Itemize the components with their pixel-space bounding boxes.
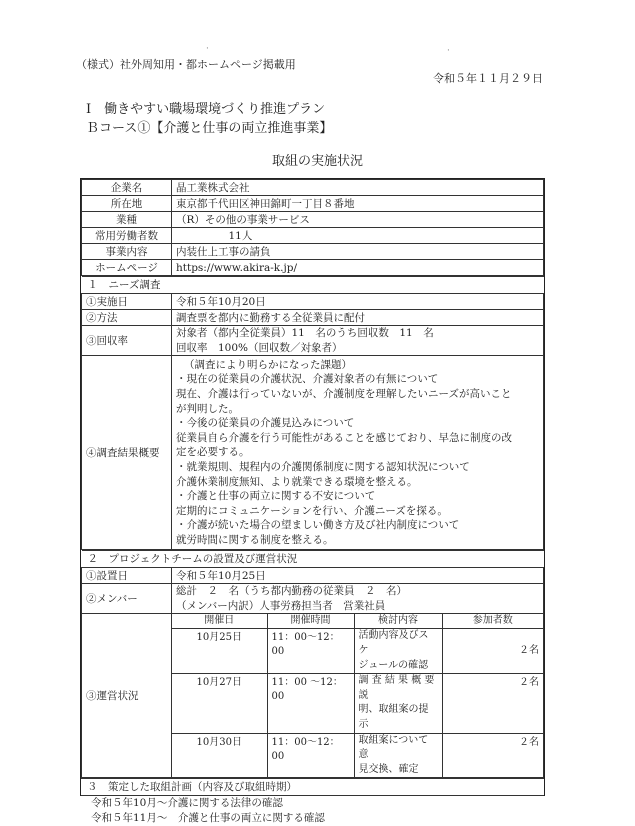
meeting-count: ２名 bbox=[442, 733, 543, 777]
document-note: （様式）社外周知用・都ホームページ掲載用 bbox=[76, 58, 296, 71]
result-line: 現在、介護は行っていないが、介護制度を理解したいニーズが高いこと bbox=[176, 388, 512, 401]
meeting-time: 11：00～12：00 bbox=[267, 629, 354, 674]
survey-heading: １ ニーズ調査 bbox=[82, 277, 544, 294]
plan-heading: ３ 策定した取組計画（内容及び取組時期） bbox=[81, 779, 544, 796]
result-line: ・今後の従業員の介護見込みについて bbox=[176, 417, 355, 430]
plan-line: 令和５年10月～介護に関する法律の確認 bbox=[91, 797, 283, 810]
result-line: 従業員自ら介護を行う可能性があることを感じており、早急に制度の改 bbox=[176, 431, 512, 444]
meeting-row bbox=[172, 733, 543, 777]
report-form bbox=[80, 178, 545, 824]
business-label: 事業内容 bbox=[82, 244, 172, 260]
meeting-content bbox=[354, 674, 442, 733]
company-row bbox=[82, 212, 544, 228]
document-date: 令和５年１１月２９日 bbox=[433, 72, 543, 85]
meeting-header-row bbox=[172, 614, 543, 629]
survey-rate-value bbox=[172, 326, 544, 356]
col-count-header: 参加者数 bbox=[442, 614, 543, 629]
survey-rate-label: ③回収率 bbox=[82, 326, 172, 356]
meeting-date: 10月25日 bbox=[172, 629, 267, 674]
content-line: 調 査 結 果 概 要 説 bbox=[358, 675, 435, 701]
member-label: ②メンバー bbox=[82, 584, 172, 614]
meeting-table bbox=[172, 614, 543, 777]
survey-result-label: ④調査結果概要 bbox=[82, 356, 172, 550]
company-name-value: 晶工業株式会社 bbox=[172, 180, 544, 196]
result-line: が判明した。 bbox=[176, 402, 239, 415]
page-title: 取組の実施状況 bbox=[271, 154, 363, 169]
rate-line: 対象者（都内全従業員）11 名のうち回収数 11 名 bbox=[176, 327, 434, 339]
meeting-count: ２名 bbox=[442, 674, 543, 733]
meeting-date: 10月27日 bbox=[172, 674, 267, 733]
survey-date-label: ①実施日 bbox=[82, 294, 172, 310]
setup-date-label: ①設置日 bbox=[82, 568, 172, 584]
address-label: 所在地 bbox=[82, 196, 172, 212]
result-line: ・介護が続いた場合の望ましい働き方及び社内制度について bbox=[176, 519, 460, 532]
plan-table bbox=[81, 778, 544, 825]
meeting-date: 10月30日 bbox=[172, 733, 267, 777]
member-value bbox=[172, 584, 544, 614]
address-value: 東京都千代田区神田錦町一丁目８番地 bbox=[172, 196, 544, 212]
result-line: （調査により明らかになった課題） bbox=[184, 358, 352, 371]
content-line: 取組案について意 bbox=[358, 734, 429, 761]
content-line: 活動内容及びスケ bbox=[358, 630, 429, 656]
result-line: 定を必要する。 bbox=[176, 446, 250, 459]
project-heading: ２ プロジェクトチームの設置及び運営状況 bbox=[82, 551, 544, 568]
result-line: ・介護と仕事の両立に関する不安について bbox=[176, 490, 376, 503]
content-line: 見交換、確定 bbox=[358, 763, 419, 775]
col-time-header: 開催時間 bbox=[267, 614, 354, 629]
result-line: ・現在の従業員の介護状況、介護対象者の有無について bbox=[176, 373, 439, 386]
scan-speck: · bbox=[447, 46, 450, 56]
col-date-header: 開催日 bbox=[172, 614, 267, 629]
ops-cell bbox=[172, 614, 544, 778]
employees-label: 常用労働者数 bbox=[82, 228, 172, 244]
homepage-label: ホームページ bbox=[82, 260, 172, 276]
plan-title: Ⅰ 働きやすい職場環境づくり推進プラン bbox=[86, 102, 326, 117]
business-value: 内装仕上工事の請負 bbox=[172, 244, 544, 260]
meeting-content bbox=[354, 733, 442, 777]
survey-date-value: 令和５年10月20日 bbox=[172, 294, 544, 310]
survey-result-value bbox=[172, 356, 544, 550]
company-name-label: 企業名 bbox=[82, 180, 172, 196]
plan-body bbox=[81, 796, 544, 826]
content-line: 明、取組案の提示 bbox=[358, 704, 429, 730]
meeting-count: ２名 bbox=[442, 629, 543, 674]
setup-date-value: 令和５年10月25日 bbox=[172, 568, 544, 584]
scan-speck: · bbox=[206, 44, 209, 54]
result-line: ・就業規則、規程内の介護関係制度に関する認知状況について bbox=[176, 460, 470, 473]
company-row bbox=[82, 228, 544, 244]
employees-value: 11人 bbox=[172, 228, 544, 244]
content-line: ジュールの確認 bbox=[358, 659, 429, 671]
result-line: 就労時間に関する制度を整える。 bbox=[176, 533, 334, 546]
company-row bbox=[82, 244, 544, 260]
project-table bbox=[81, 550, 544, 778]
rate-line: 回収率 100%（回収数／対象者） bbox=[176, 341, 343, 354]
member-line: （メンバー内訳）人事労務担当者 営業社員 bbox=[176, 599, 386, 612]
meeting-time: 11：00～12：00 bbox=[267, 733, 354, 777]
col-content-header: 検討内容 bbox=[354, 614, 442, 629]
industry-value: （R）その他の事業サービス bbox=[172, 212, 544, 228]
member-line: 総計 ２ 名（うち都内勤務の従業員 ２ 名） bbox=[176, 585, 407, 598]
course-title: Ｂコース①【介護と仕事の両立推進事業】 bbox=[86, 121, 333, 136]
survey-table bbox=[81, 276, 544, 550]
meeting-row bbox=[172, 629, 543, 674]
result-line: 介護休業制度無知、より就業できる環境を整える。 bbox=[176, 475, 418, 488]
company-row bbox=[82, 260, 544, 276]
result-line: 定期的にコミュニケーションを行い、介護ニーズを探る。 bbox=[176, 504, 448, 517]
industry-label: 業種 bbox=[82, 212, 172, 228]
company-table bbox=[81, 179, 544, 276]
plan-line: 令和５年11月～ 介護と仕事の両立に関する確認 bbox=[91, 811, 325, 824]
meeting-row bbox=[172, 674, 543, 733]
meeting-content bbox=[354, 629, 442, 674]
company-row bbox=[82, 196, 544, 212]
ops-label: ③運営状況 bbox=[82, 614, 172, 778]
homepage-value[interactable]: https://www.akira-k.jp/ bbox=[172, 260, 544, 276]
survey-method-value: 調査票を都内に勤務する全従業員に配付 bbox=[172, 310, 544, 326]
survey-method-label: ②方法 bbox=[82, 310, 172, 326]
company-row bbox=[82, 180, 544, 196]
meeting-time: 11：00 ～12：00 bbox=[267, 674, 354, 733]
